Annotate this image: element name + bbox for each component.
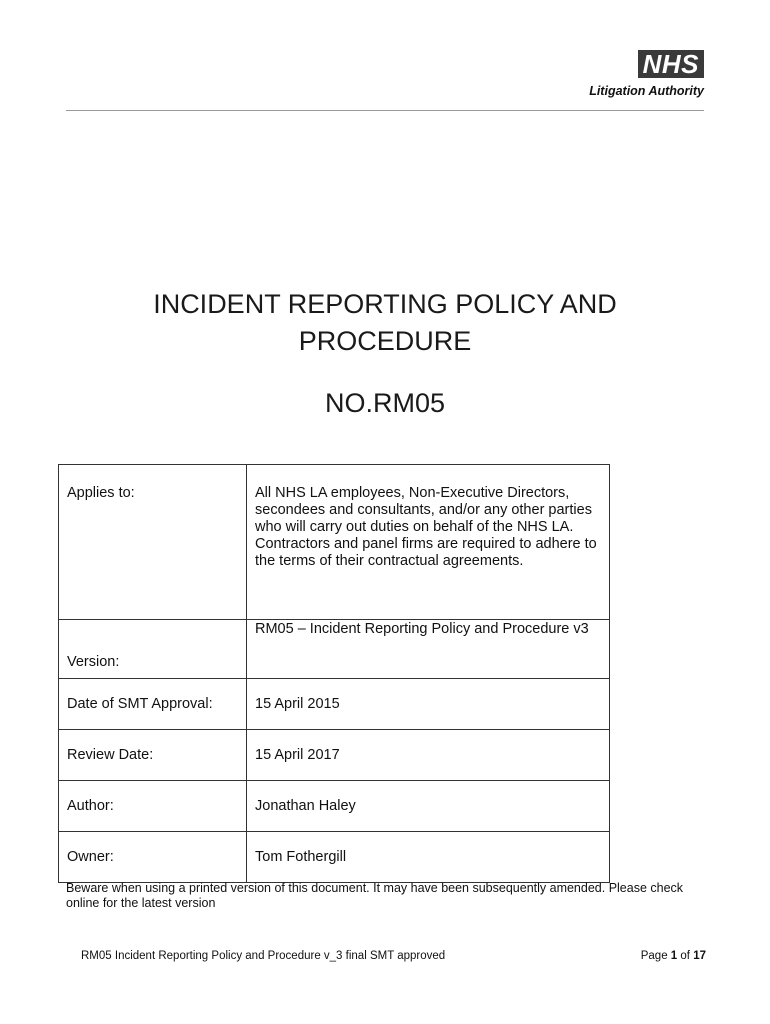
row-label-author: Author: <box>59 781 247 832</box>
row-label-owner: Owner: <box>59 832 247 883</box>
table-row <box>59 679 610 730</box>
organisation-name: Litigation Authority <box>589 84 704 98</box>
page-prefix: Page <box>640 950 668 962</box>
document-number: NO.RM05 <box>324 388 446 418</box>
row-value-owner: Tom Fothergill <box>247 832 610 883</box>
row-value-version: RM05 – Incident Reporting Policy and Procedure v3 <box>247 620 610 679</box>
row-value-author: Jonathan Haley <box>247 781 610 832</box>
header-logo <box>589 50 704 98</box>
printed-version-warning: Beware when using a printed version of this document. It may have been subsequently amended. Please check online for the latest version <box>66 881 684 910</box>
footer-document-reference: RM05 Incident Reporting Policy and Procedure v_3 final SMT approved <box>81 950 446 962</box>
document-details-table <box>58 464 610 883</box>
page-total: 17 <box>693 950 706 962</box>
document-title <box>0 286 770 360</box>
page-current: 1 <box>670 950 678 962</box>
row-label-review-date: Review Date: <box>59 730 247 781</box>
row-value-review-date: 15 April 2017 <box>247 730 610 781</box>
header-divider <box>66 110 704 111</box>
title-line-1: INCIDENT REPORTING POLICY AND <box>153 289 617 319</box>
table-row <box>59 465 610 620</box>
page-of: of <box>680 950 690 962</box>
table-row <box>59 620 610 679</box>
row-label-version: Version: <box>59 620 247 679</box>
nhs-logo: NHS <box>638 50 704 78</box>
row-value-applies-to: All NHS LA employees, Non-Executive Directors, secondees and consultants, and/or any other parties who will carry out duties on behalf of the NHS LA. Contractors and panel firms are required to adhere to the terms of their contractual agreements. <box>247 465 610 620</box>
table-row <box>59 730 610 781</box>
footer-page-number <box>641 950 706 962</box>
row-label-applies-to: Applies to: <box>59 465 247 620</box>
title-line-2: PROCEDURE <box>298 326 472 356</box>
table-row <box>59 832 610 883</box>
row-label-approval-date: Date of SMT Approval: <box>59 679 247 730</box>
row-value-approval-date: 15 April 2015 <box>247 679 610 730</box>
table-row <box>59 781 610 832</box>
